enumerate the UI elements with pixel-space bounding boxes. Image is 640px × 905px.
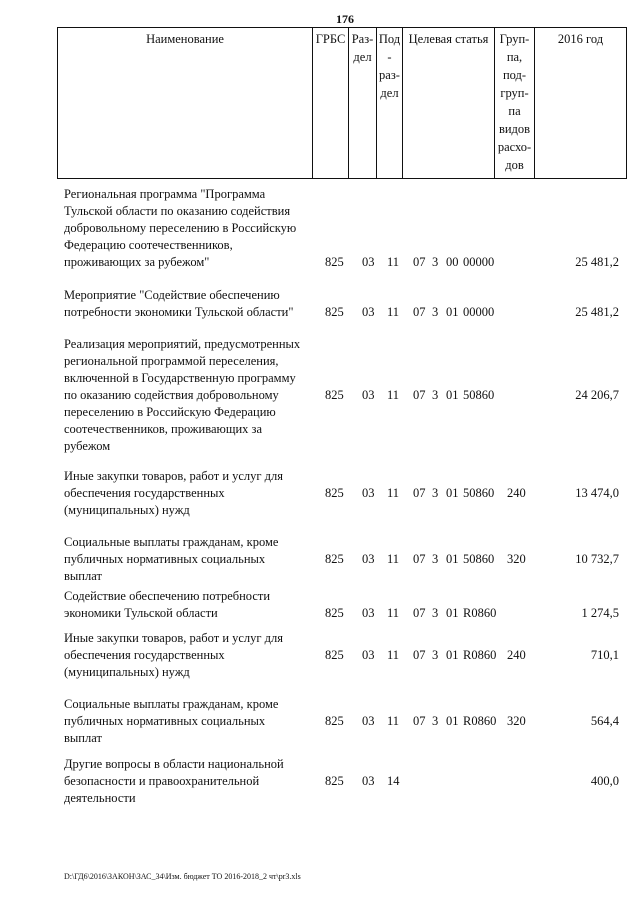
row-grbs: 825 <box>325 774 344 788</box>
row-target-event: 01 <box>446 606 459 620</box>
row-target-program: 07 <box>413 486 426 500</box>
row-podrazdel: 11 <box>387 388 400 402</box>
row-target-program: 07 <box>413 305 426 319</box>
row-razdel: 03 <box>362 552 375 566</box>
row-target-subprogram: 3 <box>432 648 439 662</box>
row-amount-2016: 24 206,7 <box>575 388 619 402</box>
row-name-line: включенной в Государственную программу <box>64 371 296 385</box>
row-amount-2016: 564,4 <box>590 714 619 728</box>
header-name: Наименование <box>58 28 313 179</box>
row-name-line: региональной программой переселения, <box>64 354 279 368</box>
header-razdel-line: дел <box>353 50 372 64</box>
header-expense-type <box>495 28 535 179</box>
row-target-program: 07 <box>413 714 426 728</box>
table-row <box>0 287 640 321</box>
row-name-line: Другие вопросы в области национальной <box>64 757 284 771</box>
table-row <box>0 756 640 807</box>
table-row <box>0 696 640 747</box>
row-razdel: 03 <box>362 648 375 662</box>
row-podrazdel: 11 <box>387 714 400 728</box>
row-expense-type: 320 <box>507 714 526 728</box>
row-name-line: обеспечения государственных <box>64 486 225 500</box>
row-name-line: Региональная программа "Программа <box>64 187 266 201</box>
row-expense-type: 240 <box>507 486 526 500</box>
row-target-event: 00 <box>446 255 459 269</box>
header-vid-line: па <box>508 104 521 118</box>
row-name-line: обеспечения государственных <box>64 648 225 662</box>
row-razdel: 03 <box>362 388 375 402</box>
row-podrazdel: 14 <box>387 774 400 788</box>
header-grbs: ГРБС <box>313 28 349 179</box>
row-razdel: 03 <box>362 486 375 500</box>
row-target-program: 07 <box>413 606 426 620</box>
row-grbs: 825 <box>325 388 344 402</box>
row-podrazdel: 11 <box>387 255 400 269</box>
row-razdel: 03 <box>362 606 375 620</box>
row-name-line: проживающих за рубежом" <box>64 255 210 269</box>
row-name <box>64 588 314 622</box>
row-razdel: 03 <box>362 714 375 728</box>
row-target-direction: 50860 <box>463 486 495 500</box>
row-podrazdel: 11 <box>387 486 400 500</box>
row-grbs: 825 <box>325 606 344 620</box>
row-amount-2016: 10 732,7 <box>575 552 619 566</box>
file-path: D:\ГД6\2016\ЗАКОН\ЗАС_34\Изм. бюджет ТО 2016-2018_2 чт\pr3.xls <box>64 872 301 881</box>
row-name-line: безопасности и правоохранительной <box>64 774 260 788</box>
header-razdel-line: Раз- <box>351 32 374 46</box>
header-year: 2016 год <box>535 28 627 179</box>
row-target-subprogram: 3 <box>432 486 439 500</box>
row-name-line: публичных нормативных социальных <box>64 552 266 566</box>
row-target-direction: 50860 <box>463 552 495 566</box>
row-name-line: публичных нормативных социальных <box>64 714 266 728</box>
row-target-event: 01 <box>446 388 459 402</box>
row-name-line: Социальные выплаты гражданам, кроме <box>64 697 279 711</box>
header-vid-line: дов <box>505 158 524 172</box>
row-name-line: выплат <box>64 731 102 745</box>
row-amount-2016: 13 474,0 <box>575 486 619 500</box>
header-podrazdel-line: раз- <box>379 68 400 82</box>
row-name-line: по оказанию содействия добровольному <box>64 388 279 402</box>
row-name-line: рубежом <box>64 439 111 453</box>
row-name <box>64 630 314 681</box>
row-target-subprogram: 3 <box>432 388 439 402</box>
row-target-event: 01 <box>446 648 459 662</box>
row-name-line: Социальные выплаты гражданам, кроме <box>64 535 279 549</box>
row-name <box>64 186 314 271</box>
header-vid-line: па, <box>506 50 523 64</box>
table-row <box>0 534 640 585</box>
row-target-program: 07 <box>413 255 426 269</box>
row-target-direction: R0860 <box>463 714 497 728</box>
row-target-subprogram: 3 <box>432 305 439 319</box>
row-name-line: Федерацию соотечественников, <box>64 238 233 252</box>
row-podrazdel: 11 <box>387 606 400 620</box>
row-grbs: 825 <box>325 648 344 662</box>
row-name-line: переселению в Российскую Федерацию <box>64 405 276 419</box>
row-amount-2016: 25 481,2 <box>575 305 619 319</box>
row-razdel: 03 <box>362 305 375 319</box>
row-target-program: 07 <box>413 552 426 566</box>
row-target-subprogram: 3 <box>432 255 439 269</box>
row-name <box>64 468 314 519</box>
row-name-line: Тульской области по оказанию содействия <box>64 204 291 218</box>
row-name-line: соотечественников, проживающих за <box>64 422 263 436</box>
row-name-line: Мероприятие "Содействие обеспечению <box>64 288 280 302</box>
row-target-program: 07 <box>413 388 426 402</box>
row-grbs: 825 <box>325 305 344 319</box>
header-podrazdel-line: Под- <box>378 32 401 64</box>
header-vid-line: видов <box>498 122 531 136</box>
row-name-line: добровольному переселению в Российскую <box>64 221 297 235</box>
row-target-direction: 00000 <box>463 305 495 319</box>
row-name-line: потребности экономики Тульской области" <box>64 305 294 319</box>
row-amount-2016: 710,1 <box>590 648 619 662</box>
row-target-direction: R0860 <box>463 606 497 620</box>
row-target-direction: R0860 <box>463 648 497 662</box>
row-name-line: Иные закупки товаров, работ и услуг для <box>64 469 284 483</box>
row-grbs: 825 <box>325 255 344 269</box>
row-name <box>64 696 314 747</box>
row-name-line: выплат <box>64 569 102 583</box>
table-header <box>57 27 627 179</box>
row-razdel: 03 <box>362 255 375 269</box>
header-vid-line: расхо- <box>497 140 532 154</box>
header-target-article: Целевая статья <box>403 28 495 179</box>
table-row <box>0 186 640 271</box>
row-podrazdel: 11 <box>387 648 400 662</box>
row-name-line: Реализация мероприятий, предусмотренных <box>64 337 301 351</box>
row-target-event: 01 <box>446 486 459 500</box>
row-target-event: 01 <box>446 714 459 728</box>
row-name-line: деятельности <box>64 791 136 805</box>
row-razdel: 03 <box>362 774 375 788</box>
header-vid-line: Груп- <box>499 32 530 46</box>
row-target-subprogram: 3 <box>432 714 439 728</box>
row-amount-2016: 25 481,2 <box>575 255 619 269</box>
row-target-event: 01 <box>446 552 459 566</box>
row-target-direction: 50860 <box>463 388 495 402</box>
row-name <box>64 287 314 321</box>
row-name-line: Содействие обеспечению потребности <box>64 589 271 603</box>
row-target-subprogram: 3 <box>432 606 439 620</box>
row-expense-type: 320 <box>507 552 526 566</box>
page-number: 176 <box>336 12 354 26</box>
row-grbs: 825 <box>325 714 344 728</box>
row-target-subprogram: 3 <box>432 552 439 566</box>
table-row <box>0 630 640 681</box>
table-row <box>0 468 640 519</box>
row-name-line: экономики Тульской области <box>64 606 218 620</box>
row-grbs: 825 <box>325 552 344 566</box>
row-name <box>64 534 314 585</box>
row-name-line: Иные закупки товаров, работ и услуг для <box>64 631 284 645</box>
header-vid-line: под- <box>502 68 527 82</box>
row-amount-2016: 400,0 <box>590 774 619 788</box>
header-razdel <box>349 28 377 179</box>
table-row <box>0 588 640 622</box>
row-name <box>64 756 314 807</box>
row-name <box>64 336 314 455</box>
row-grbs: 825 <box>325 486 344 500</box>
header-podrazdel-line: дел <box>380 86 399 100</box>
row-podrazdel: 11 <box>387 305 400 319</box>
row-target-event: 01 <box>446 305 459 319</box>
header-vid-line: груп- <box>500 86 529 100</box>
row-target-direction: 00000 <box>463 255 495 269</box>
row-name-line: (муниципальных) нужд <box>64 665 190 679</box>
row-amount-2016: 1 274,5 <box>581 606 619 620</box>
row-expense-type: 240 <box>507 648 526 662</box>
row-podrazdel: 11 <box>387 552 400 566</box>
row-target-program: 07 <box>413 648 426 662</box>
row-name-line: (муниципальных) нужд <box>64 503 190 517</box>
header-podrazdel <box>377 28 403 179</box>
table-row <box>0 336 640 455</box>
